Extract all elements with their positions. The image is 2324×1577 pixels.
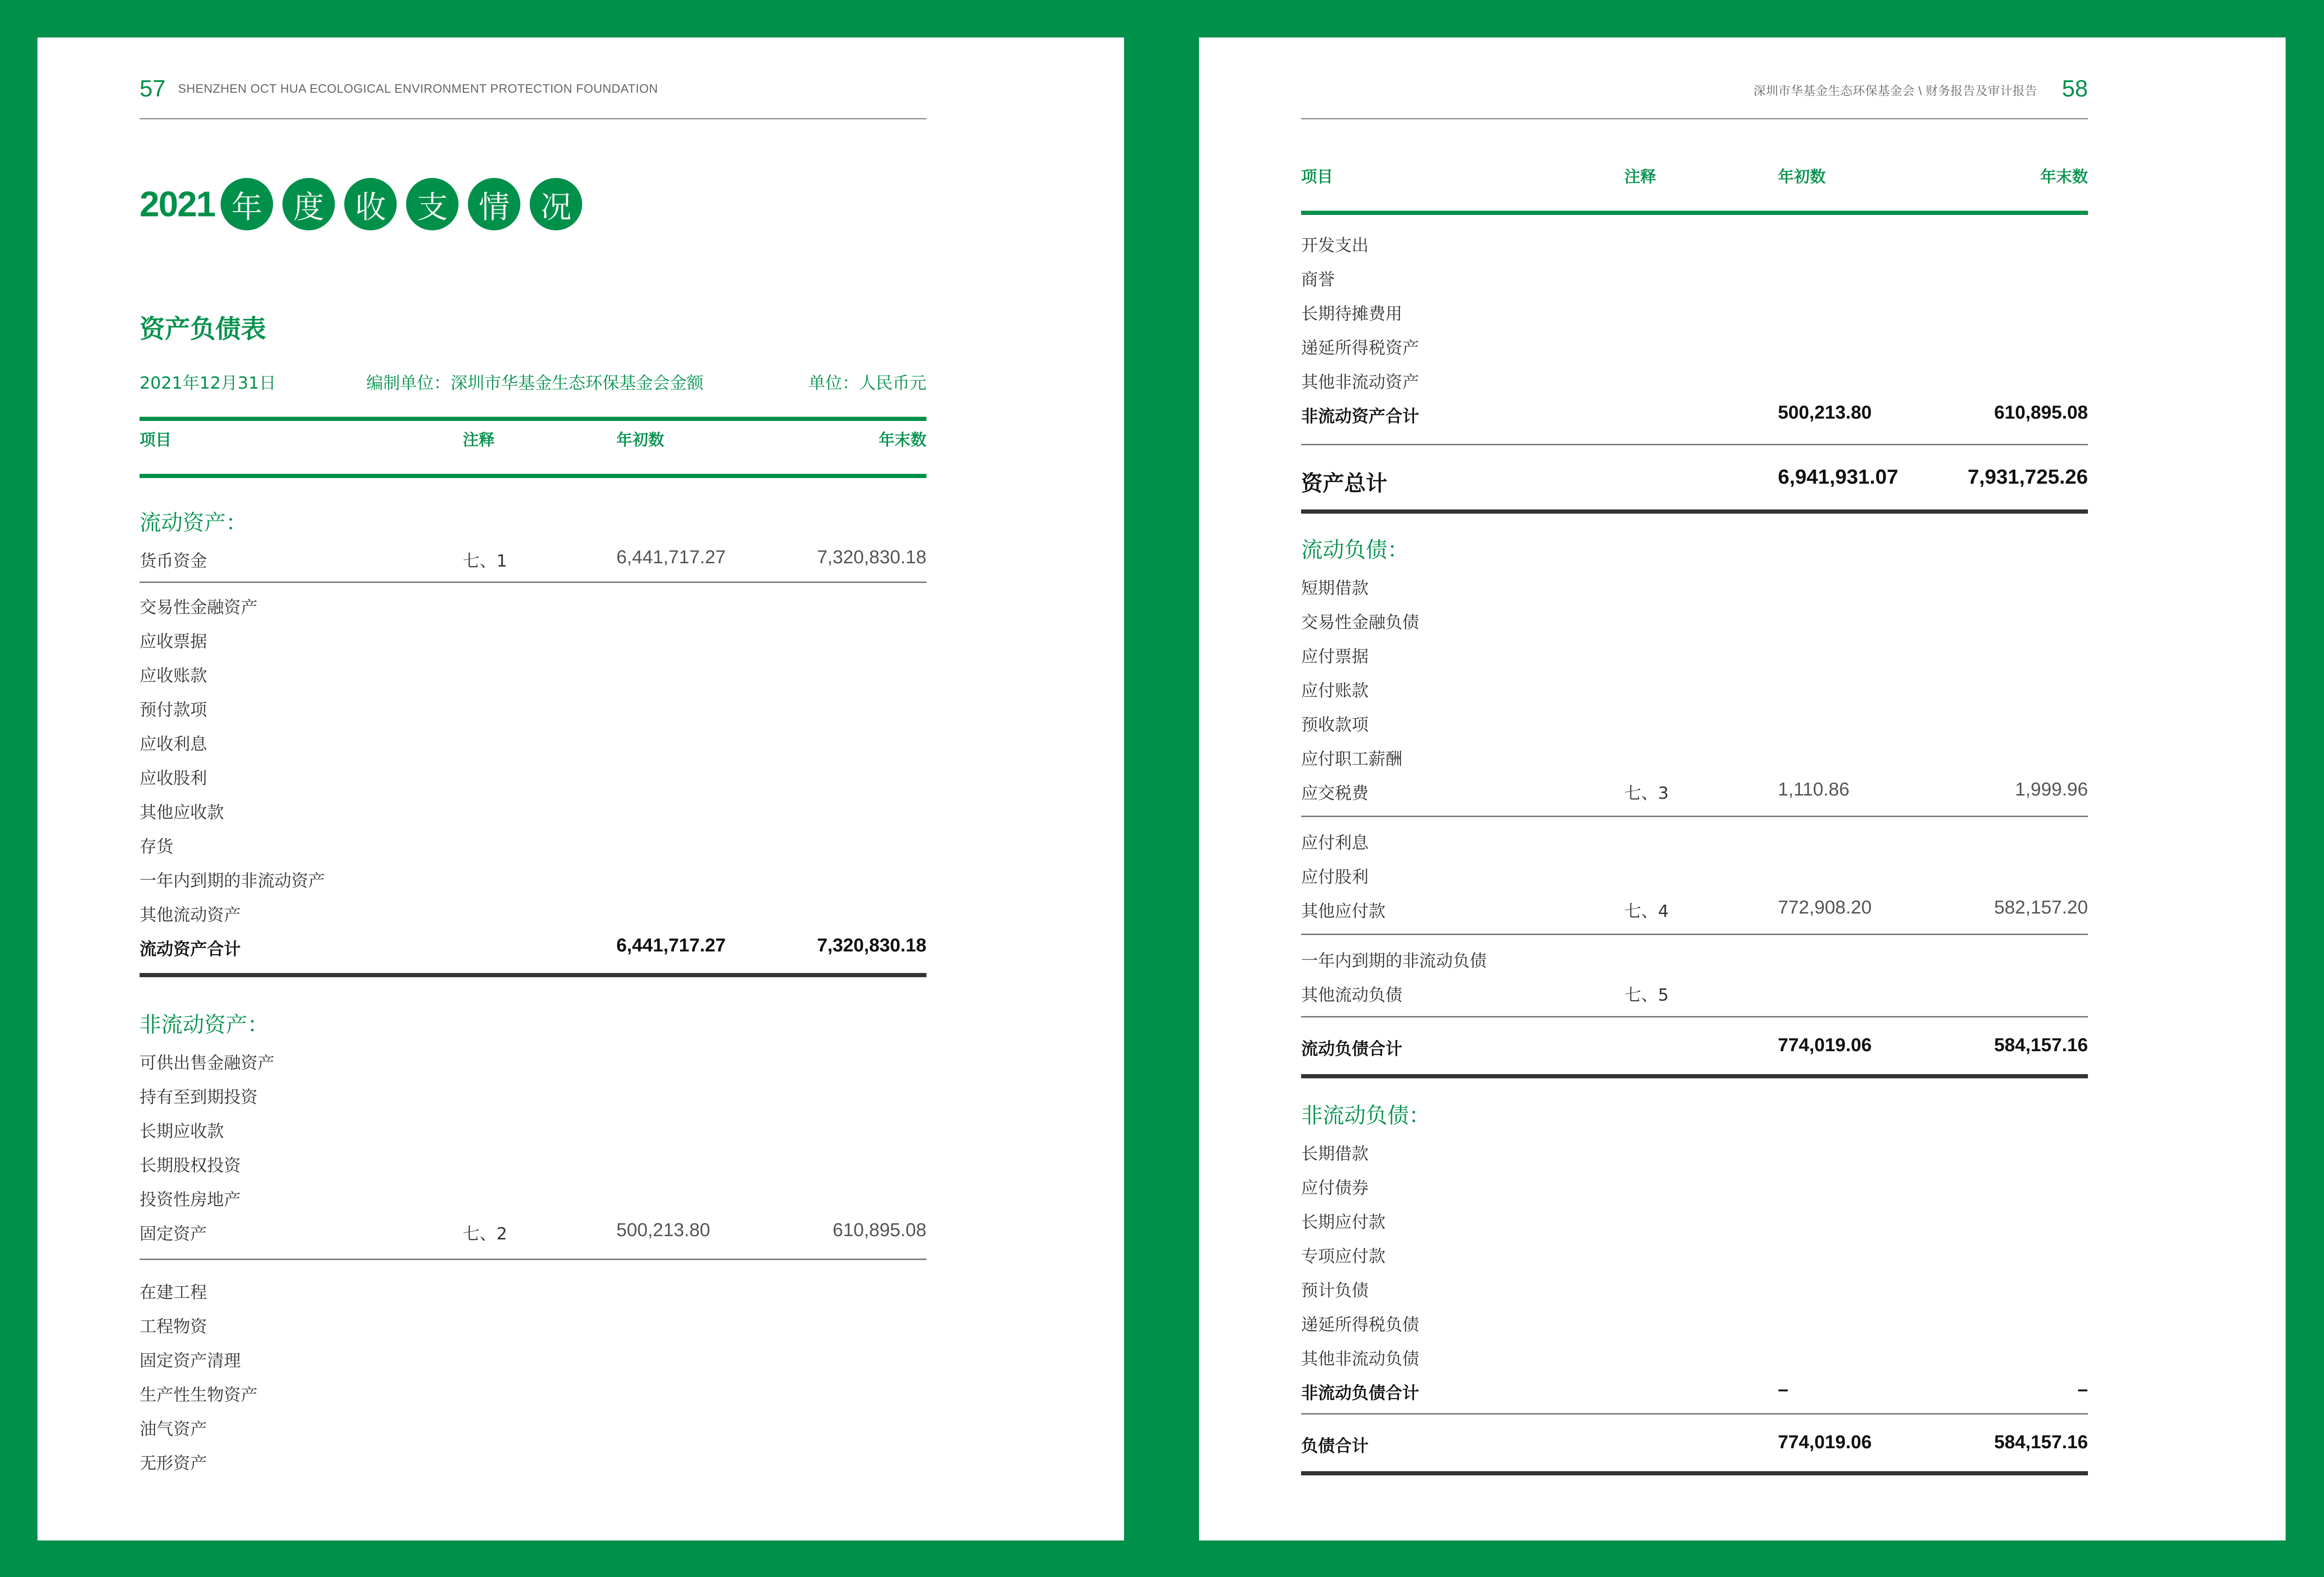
report-date: 2021年12月31日 xyxy=(140,374,276,393)
report-meta xyxy=(140,370,926,421)
row-item: 应付债券 xyxy=(1301,1179,1369,1198)
row-note: 七、3 xyxy=(1624,784,1669,803)
header-text: 深圳市华基金生态环保基金会 \ 财务报告及审计报告 xyxy=(1753,84,2037,98)
subsection-current-assets: 流动资产： xyxy=(140,510,247,535)
table-row xyxy=(140,895,926,929)
table-row xyxy=(140,759,926,793)
row-divider xyxy=(140,1259,926,1260)
table-row xyxy=(140,1375,926,1409)
row-item: 长期股权投资 xyxy=(140,1156,241,1175)
row-item: 负债合计 xyxy=(1301,1437,1369,1456)
table-row xyxy=(140,588,926,622)
row-item: 交易性金融负债 xyxy=(1301,613,1420,632)
title-char: 支 xyxy=(406,178,459,230)
row-item: 固定资产清理 xyxy=(140,1351,241,1371)
table-row xyxy=(140,1307,926,1341)
row-item: 一年内到期的非流动负债 xyxy=(1301,951,1487,971)
title-char: 况 xyxy=(530,178,582,230)
table-row xyxy=(140,1043,926,1077)
table-row xyxy=(1301,1271,2088,1305)
row-item: 存货 xyxy=(140,837,174,856)
title-char: 度 xyxy=(282,178,335,230)
row-item: 流动资产合计 xyxy=(140,940,241,959)
col-begin: 年初数 xyxy=(616,431,664,450)
table-row xyxy=(1301,603,2088,637)
row-item: 资产总计 xyxy=(1301,471,1387,496)
table-row xyxy=(140,827,926,861)
row-begin: 500,213.80 xyxy=(616,1220,711,1240)
table-row xyxy=(1301,705,2088,739)
row-item: 其他应付款 xyxy=(1301,902,1386,921)
row-end: 1,999.96 xyxy=(2015,779,2088,800)
col-note: 注释 xyxy=(1624,168,1656,186)
row-item: 其他流动负债 xyxy=(1301,986,1403,1005)
row-item: 交易性金融资产 xyxy=(140,598,258,617)
table-row xyxy=(1301,637,2088,671)
row-item: 工程物资 xyxy=(140,1317,207,1336)
row-item: 投资性房地产 xyxy=(140,1190,241,1209)
table-row xyxy=(140,541,926,575)
table-row xyxy=(140,793,926,827)
total-row xyxy=(1301,397,2088,431)
row-item: 应付职工薪酬 xyxy=(1301,750,1403,769)
table-row xyxy=(1301,671,2088,705)
table-header xyxy=(140,427,926,478)
table-row xyxy=(140,1180,926,1214)
table-row xyxy=(1301,1305,2088,1339)
row-item: 开发支出 xyxy=(1301,236,1369,255)
row-item: 可供出售金融资产 xyxy=(140,1054,275,1073)
assets-total-row xyxy=(1301,460,2088,494)
col-end: 年末数 xyxy=(2040,168,2088,186)
row-begin: 6,441,717.27 xyxy=(616,935,726,956)
row-item: 持有至到期投资 xyxy=(140,1088,258,1107)
row-end: 7,320,830.18 xyxy=(817,547,926,567)
table-row xyxy=(1301,1134,2088,1168)
table-row xyxy=(1301,1237,2088,1271)
row-divider xyxy=(1301,816,2088,817)
subsection-noncurrent-assets: 非流动资产： xyxy=(140,1012,269,1037)
table-row xyxy=(140,1077,926,1112)
row-begin: 6,941,931.07 xyxy=(1778,465,1898,488)
table-row xyxy=(140,1341,926,1375)
table-row xyxy=(140,1273,926,1307)
total-divider xyxy=(1301,1074,2088,1078)
row-note: 七、2 xyxy=(463,1224,507,1244)
col-note: 注释 xyxy=(463,431,495,450)
row-divider xyxy=(140,582,926,583)
table-row xyxy=(140,1409,926,1444)
row-end: 7,320,830.18 xyxy=(817,935,926,956)
row-item: 油气资产 xyxy=(140,1420,207,1439)
row-item: 专项应付款 xyxy=(1301,1247,1386,1266)
row-begin: 774,019.06 xyxy=(1778,1432,1872,1452)
table-row xyxy=(1301,774,2088,808)
page-header xyxy=(1301,37,2088,119)
table-row xyxy=(140,1444,926,1478)
row-item: 商誉 xyxy=(1301,270,1335,289)
table-row xyxy=(1301,226,2088,260)
row-item: 预计负债 xyxy=(1301,1281,1369,1300)
row-item: 长期应付款 xyxy=(1301,1213,1386,1232)
row-end: 582,157.20 xyxy=(1994,897,2088,918)
row-item: 应收票据 xyxy=(140,632,207,651)
table-row xyxy=(1301,568,2088,603)
row-note: 七、1 xyxy=(463,552,507,571)
table-row xyxy=(1301,739,2088,774)
table-row xyxy=(1301,857,2088,892)
row-item: 无形资产 xyxy=(140,1454,207,1473)
row-item: 固定资产 xyxy=(140,1224,207,1244)
row-item: 其他非流动资产 xyxy=(1301,373,1420,392)
row-item: 应付利息 xyxy=(1301,833,1369,853)
row-item: 应收股利 xyxy=(140,769,207,788)
section-title: 资产负债表 xyxy=(140,314,266,344)
row-note: 七、4 xyxy=(1624,902,1669,921)
page-header xyxy=(140,37,926,119)
table-row xyxy=(1301,892,2088,926)
row-end: 584,157.16 xyxy=(1994,1432,2088,1452)
total-row xyxy=(1301,1373,2088,1408)
page-title xyxy=(140,176,592,232)
table-row xyxy=(1301,823,2088,857)
table-header xyxy=(1301,164,2088,215)
row-item: 应付账款 xyxy=(1301,681,1369,700)
table-row xyxy=(1301,975,2088,1010)
row-item: 应付票据 xyxy=(1301,647,1369,666)
row-end: – xyxy=(2077,1379,2088,1400)
total-divider xyxy=(140,973,926,977)
report-org: 编制单位：深圳市华基金生态环保基金会金额 xyxy=(366,374,704,393)
table-row xyxy=(140,1214,926,1248)
row-item: 预付款项 xyxy=(140,700,207,720)
row-item: 其他应收款 xyxy=(140,803,224,822)
total-row xyxy=(140,929,926,964)
row-begin: – xyxy=(1778,1379,1789,1400)
row-item: 一年内到期的非流动资产 xyxy=(140,871,326,891)
table-row xyxy=(1301,362,2088,397)
report-currency: 单位：人民币元 xyxy=(808,374,926,393)
table-row xyxy=(140,656,926,690)
row-end: 7,931,725.26 xyxy=(1968,465,2088,488)
row-item: 递延所得税资产 xyxy=(1301,339,1420,358)
col-begin: 年初数 xyxy=(1778,168,1826,186)
row-item: 其他非流动负债 xyxy=(1301,1349,1420,1369)
row-item: 预收款项 xyxy=(1301,715,1369,735)
table-row xyxy=(140,861,926,895)
row-item: 应付股利 xyxy=(1301,868,1369,887)
table-row xyxy=(140,690,926,724)
col-end: 年末数 xyxy=(879,431,926,450)
table-row xyxy=(140,1112,926,1146)
row-item: 应收利息 xyxy=(140,735,207,754)
subsection-current-liabilities: 流动负债： xyxy=(1301,537,1409,562)
row-end: 584,157.16 xyxy=(1994,1035,2088,1055)
row-item: 生产性生物资产 xyxy=(140,1385,258,1405)
total-divider xyxy=(1301,1471,2088,1475)
title-char: 情 xyxy=(468,178,520,230)
row-item: 长期待摊费用 xyxy=(1301,304,1403,324)
row-item: 流动负债合计 xyxy=(1301,1039,1403,1059)
row-item: 非流动资产合计 xyxy=(1301,407,1420,426)
page-number: 58 xyxy=(2062,75,2088,102)
row-begin: 6,441,717.27 xyxy=(616,547,726,567)
row-item: 在建工程 xyxy=(140,1283,207,1302)
table-row xyxy=(1301,260,2088,294)
table-row xyxy=(140,1146,926,1180)
row-item: 短期借款 xyxy=(1301,579,1369,598)
row-divider xyxy=(1301,1016,2088,1017)
page-number: 57 xyxy=(140,75,166,102)
header-text: SHENZHEN OCT HUA ECOLOGICAL ENVIRONMENT PROTECTION FOUNDATION xyxy=(178,81,658,96)
row-item: 非流动负债合计 xyxy=(1301,1384,1420,1403)
liabilities-total-row xyxy=(1301,1426,2088,1460)
row-end: 610,895.08 xyxy=(832,1220,926,1240)
row-item: 长期应收款 xyxy=(140,1122,224,1141)
row-item: 应收账款 xyxy=(140,666,207,685)
total-divider xyxy=(1301,509,2088,514)
right-page xyxy=(1199,37,2286,1540)
row-note: 七、5 xyxy=(1624,986,1669,1005)
row-item: 递延所得税负债 xyxy=(1301,1315,1420,1334)
title-year: 2021 xyxy=(140,184,215,224)
table-row xyxy=(140,724,926,759)
title-char: 收 xyxy=(344,178,397,230)
title-char: 年 xyxy=(221,178,273,230)
row-end: 610,895.08 xyxy=(1994,402,2088,423)
table-row xyxy=(1301,1168,2088,1202)
row-item: 其他流动资产 xyxy=(140,906,241,925)
row-begin: 774,019.06 xyxy=(1778,1035,1872,1055)
subsection-noncurrent-liabilities: 非流动负债： xyxy=(1301,1103,1430,1128)
col-item: 项目 xyxy=(1301,168,1333,186)
table-row xyxy=(1301,1339,2088,1373)
table-row xyxy=(1301,1202,2088,1237)
table-row xyxy=(1301,294,2088,328)
row-divider xyxy=(1301,1413,2088,1415)
table-row xyxy=(140,622,926,656)
row-item: 货币资金 xyxy=(140,552,207,571)
row-divider xyxy=(1301,934,2088,935)
row-begin: 500,213.80 xyxy=(1778,402,1872,423)
table-row xyxy=(1301,941,2088,975)
row-begin: 772,908.20 xyxy=(1778,897,1872,918)
col-item: 项目 xyxy=(140,431,171,450)
row-item: 长期借款 xyxy=(1301,1144,1369,1164)
total-row xyxy=(1301,1029,2088,1063)
row-divider xyxy=(1301,444,2088,445)
table-row xyxy=(1301,328,2088,362)
row-begin: 1,110.86 xyxy=(1778,779,1850,800)
row-item: 应交税费 xyxy=(1301,784,1369,803)
left-page xyxy=(37,37,1124,1540)
